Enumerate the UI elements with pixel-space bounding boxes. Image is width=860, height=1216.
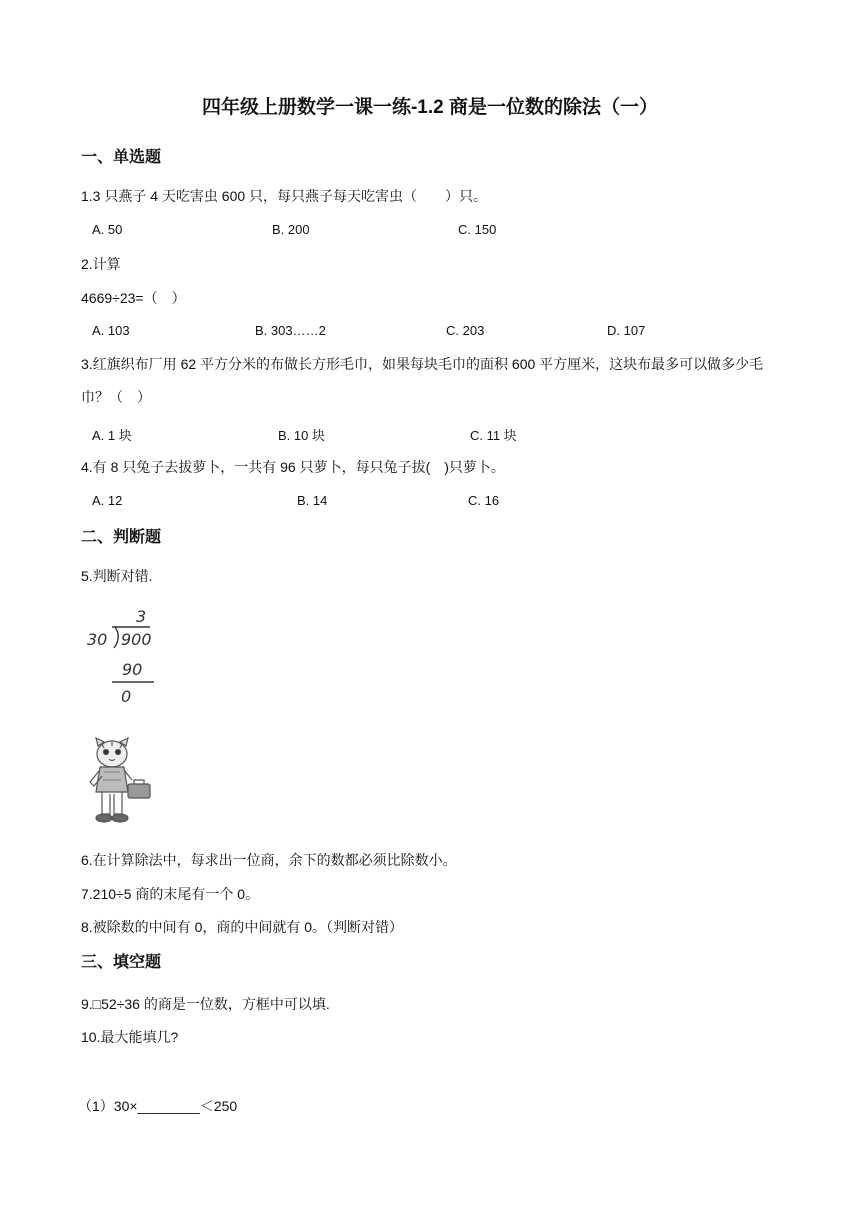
division-dividend: 900 [121, 630, 152, 649]
question-3: 3.红旗织布厂用 62 平方分米的布做长方形毛巾，如果每块毛巾的面积 600 平方厘米，这块布最多可以做多少毛巾？（ ） [81, 356, 764, 405]
q4-option-a: A. 12 [92, 493, 123, 508]
question-5: 5.判断对错. [81, 568, 153, 584]
long-division-figure [84, 602, 164, 708]
division-remainder: 0 [121, 687, 132, 706]
division-divisor: 30 [87, 630, 108, 649]
question-9: 9.□52÷36 的商是一位数，方框中可以填. [81, 996, 330, 1012]
section-heading-fill-blank: 三、填空题 [81, 954, 162, 971]
question-10: 10.最大能填几? [81, 1029, 179, 1045]
question-8: 8.被除数的中间有 0，商的中间就有 0。（判断对错） [81, 919, 404, 935]
q2-option-c: C. 203 [446, 323, 485, 338]
question-4: 4.有 8 只兔子去拔萝卜，一共有 96 只萝卜，每只兔子拔( )只萝卜。 [81, 459, 505, 475]
q1-option-b: B. 200 [272, 222, 310, 237]
q1-option-c: C. 150 [458, 222, 497, 237]
q3-option-c: C. 11 块 [470, 428, 517, 443]
cartoon-tiger-illustration [84, 736, 154, 826]
q3-option-a: A. 1 块 [92, 428, 132, 443]
q3-option-b: B. 10 块 [278, 428, 325, 443]
question-2-expression: 4669÷23=（ ） [81, 290, 186, 306]
section-heading-true-false: 二、判断题 [81, 529, 162, 546]
question-2: 2.计算 [81, 256, 121, 272]
q4-option-b: B. 14 [297, 493, 328, 508]
division-product: 90 [122, 660, 143, 679]
question-10-part-1: （1）30×________＜250 [78, 1098, 238, 1114]
q2-option-b: B. 303……2 [255, 323, 326, 338]
question-6: 6.在计算除法中，每求出一位商，余下的数都必须比除数小。 [81, 852, 457, 868]
q1-option-a: A. 50 [92, 222, 123, 237]
question-7: 7.210÷5 商的末尾有一个 0。 [81, 886, 260, 902]
q2-option-a: A. 103 [92, 323, 130, 338]
q2-option-d: D. 107 [607, 323, 646, 338]
page-title: 四年级上册数学一课一练-1.2 商是一位数的除法（一） [201, 97, 659, 118]
question-1: 1.3 只燕子 4 天吃害虫 600 只，每只燕子每天吃害虫（ ）只。 [81, 188, 488, 204]
division-bracket [114, 627, 118, 648]
division-quotient: 3 [136, 607, 147, 626]
section-heading-single-choice: 一、单选题 [81, 149, 162, 166]
q4-option-c: C. 16 [468, 493, 500, 508]
